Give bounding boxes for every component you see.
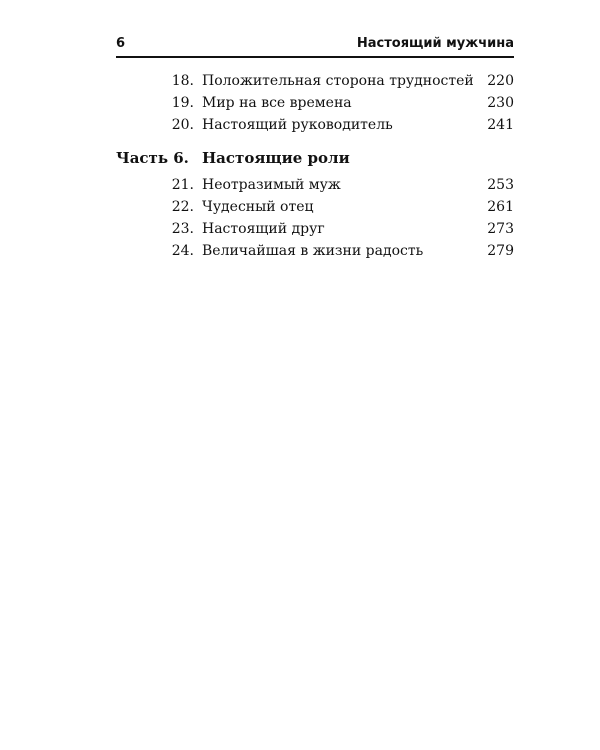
toc-entry-title: Неотразимый муж	[202, 177, 341, 193]
toc-entry-page: 253	[487, 177, 514, 193]
toc-entry-page: 261	[487, 199, 514, 215]
toc-entry-title: Величайшая в жизни радость	[202, 243, 424, 259]
toc-entry	[116, 240, 514, 262]
toc-entry-number: 21.	[171, 177, 194, 193]
toc-entry	[116, 218, 514, 240]
toc-entry-page: 230	[487, 95, 514, 111]
toc-entry-title: Настоящий друг	[202, 221, 325, 237]
toc-entry-page: 273	[487, 221, 514, 237]
toc-entry-page: 279	[487, 243, 514, 259]
toc-entry	[116, 114, 514, 136]
page-number: 6	[116, 36, 126, 51]
part-title: Настоящие роли	[202, 149, 350, 167]
toc-entry-title: Чудесный отец	[202, 199, 314, 215]
toc-entry-page: 220	[487, 73, 514, 89]
toc-entry-number: 24.	[171, 243, 194, 259]
toc-entry	[116, 174, 514, 196]
running-title: Настоящий мужчина	[356, 36, 514, 51]
toc-entry-number: 19.	[171, 95, 194, 111]
toc-entry-number: 23.	[171, 221, 194, 237]
toc-entry	[116, 92, 514, 114]
toc-entry	[116, 196, 514, 218]
part-heading	[116, 146, 514, 170]
page-header	[116, 30, 514, 58]
toc-entry-number: 18.	[171, 73, 194, 89]
toc-entry-number: 20.	[171, 117, 194, 133]
toc-entry	[116, 70, 514, 92]
toc-entry-title: Положительная сторона трудностей	[202, 73, 474, 89]
part-label: Часть 6.	[116, 149, 189, 167]
toc-entry-number: 22.	[171, 199, 194, 215]
toc-entry-title: Настоящий руководитель	[202, 117, 393, 133]
toc-entry-page: 241	[487, 117, 514, 133]
toc-entry-title: Мир на все времена	[202, 95, 352, 111]
